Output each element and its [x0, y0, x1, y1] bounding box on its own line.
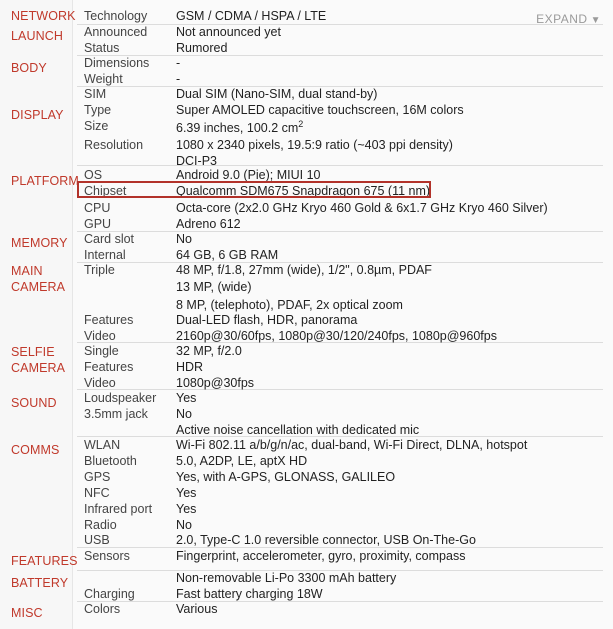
category-main-camera-line2[interactable]: CAMERA [11, 280, 66, 294]
category-battery[interactable]: BATTERY [11, 576, 69, 590]
spec-value-sim: Dual SIM (Nano-SIM, dual stand-by) [176, 87, 378, 101]
spec-value-usb: 2.0, Type-C 1.0 reversible connector, USB On-The-Go [176, 533, 476, 547]
spec-key-announced: Announced [84, 25, 148, 39]
spec-value-wlan: Wi-Fi 802.11 a/b/g/n/ac, dual-band, Wi-Fi Direct, DLNA, hotspot [176, 438, 528, 452]
spec-key-size: Size [84, 119, 109, 133]
category-selfie-camera-line2[interactable]: CAMERA [11, 361, 66, 375]
spec-value-card-slot: No [176, 232, 192, 246]
spec-key-loudspeaker: Loudspeaker [84, 391, 157, 405]
spec-value-technology: GSM / CDMA / HSPA / LTE [176, 9, 327, 23]
separator [77, 547, 603, 548]
spec-key-triple: Triple [84, 263, 115, 277]
spec-key-card-slot: Card slot [84, 232, 135, 246]
category-memory[interactable]: MEMORY [11, 236, 68, 250]
spec-value-chipset: Qualcomm SDM675 Snapdragon 675 (11 nm) [176, 184, 431, 198]
spec-value-os: Android 9.0 (Pie); MIUI 10 [176, 168, 321, 182]
spec-key-colors: Colors [84, 602, 121, 616]
spec-value-type: Super AMOLED capacitive touchscreen, 16M colors [176, 103, 464, 117]
chevron-down-icon: ▼ [590, 15, 601, 26]
spec-value-triple: 48 MP, f/1.8, 27mm (wide), 1/2", 0.8µm, PDAF [176, 263, 432, 277]
spec-key-main-video: Video [84, 329, 116, 343]
category-sound[interactable]: SOUND [11, 396, 57, 410]
spec-value-resolution-extra: DCI-P3 [176, 154, 217, 168]
expand-label: EXPAND [536, 12, 588, 26]
spec-key-sensors: Sensors [84, 549, 130, 563]
category-selfie-camera-line1[interactable]: SELFIE [11, 345, 55, 359]
category-body[interactable]: BODY [11, 61, 47, 75]
separator [77, 601, 603, 602]
spec-value-sensors: Fingerprint, accelerometer, gyro, proximity, compass [176, 549, 466, 563]
spec-key-internal: Internal [84, 248, 126, 262]
spec-value-noise-cancellation: Active noise cancellation with dedicated mic [176, 423, 420, 437]
separator [77, 231, 603, 232]
spec-value-cpu: Octa-core (2x2.0 GHz Kryo 460 Gold & 6x1.7 GHz Kryo 460 Silver) [176, 201, 548, 215]
spec-value-radio: No [176, 518, 192, 532]
spec-value-single: 32 MP, f/2.0 [176, 344, 242, 358]
spec-value-main-features: Dual-LED flash, HDR, panorama [176, 313, 358, 327]
separator [77, 389, 603, 390]
spec-key-wlan: WLAN [84, 438, 121, 452]
spec-key-chipset: Chipset [84, 184, 127, 198]
category-launch[interactable]: LAUNCH [11, 29, 63, 43]
size-text: 6.39 inches, 100.2 cm [176, 121, 299, 136]
spec-value-status: Rumored [176, 41, 228, 55]
spec-key-gps: GPS [84, 470, 111, 484]
spec-value-loudspeaker: Yes [176, 391, 197, 405]
spec-value-colors: Various [176, 602, 218, 616]
spec-value-announced: Not announced yet [176, 25, 281, 39]
spec-key-single: Single [84, 344, 119, 358]
spec-value-resolution: 1080 x 2340 pixels, 19.5:9 ratio (~403 ppi density) [176, 138, 453, 152]
spec-key-type: Type [84, 103, 112, 117]
spec-key-dimensions: Dimensions [84, 56, 150, 70]
category-network[interactable]: NETWORK [11, 9, 76, 23]
spec-key-technology: Technology [84, 9, 148, 23]
spec-key-weight: Weight [84, 72, 123, 86]
spec-value-size [176, 119, 303, 135]
separator [77, 55, 603, 56]
category-column [0, 0, 73, 629]
category-platform[interactable]: PLATFORM [11, 174, 79, 188]
chipset-highlight-box [77, 181, 431, 198]
spec-key-infrared: Infrared port [84, 502, 153, 516]
spec-key-radio: Radio [84, 518, 117, 532]
spec-value-jack: No [176, 407, 192, 421]
spec-key-gpu: GPU [84, 217, 112, 231]
spec-key-jack: 3.5mm jack [84, 407, 148, 421]
spec-value-weight: - [176, 72, 181, 86]
spec-value-gpu: Adreno 612 [176, 217, 241, 231]
spec-key-nfc: NFC [84, 486, 110, 500]
spec-key-charging: Charging [84, 587, 135, 601]
spec-key-sim: SIM [84, 87, 107, 101]
spec-key-os: OS [84, 168, 103, 182]
spec-value-infrared: Yes [176, 502, 197, 516]
spec-key-selfie-video: Video [84, 376, 116, 390]
size-superscript: 2 [298, 119, 304, 129]
category-display[interactable]: DISPLAY [11, 108, 64, 122]
spec-value-gps: Yes, with A-GPS, GLONASS, GALILEO [176, 470, 396, 484]
separator [77, 165, 603, 166]
separator [77, 24, 603, 25]
spec-value-internal: 64 GB, 6 GB RAM [176, 248, 279, 262]
spec-key-resolution: Resolution [84, 138, 144, 152]
spec-value-triple-3: 8 MP, (telephoto), PDAF, 2x optical zoom [176, 298, 403, 312]
spec-value-battery-type: Non-removable Li-Po 3300 mAh battery [176, 571, 397, 585]
spec-key-status: Status [84, 41, 120, 55]
category-main-camera-line1[interactable]: MAIN [11, 264, 43, 278]
spec-key-selfie-features: Features [84, 360, 134, 374]
spec-key-usb: USB [84, 533, 110, 547]
spec-value-bluetooth: 5.0, A2DP, LE, aptX HD [176, 454, 308, 468]
spec-value-selfie-video: 1080p@30fps [176, 376, 255, 390]
spec-value-triple-2: 13 MP, (wide) [176, 280, 252, 294]
category-misc[interactable]: MISC [11, 606, 43, 620]
spec-value-charging: Fast battery charging 18W [176, 587, 323, 601]
category-features[interactable]: FEATURES [11, 554, 78, 568]
spec-value-nfc: Yes [176, 486, 197, 500]
spec-key-bluetooth: Bluetooth [84, 454, 137, 468]
category-comms[interactable]: COMMS [11, 443, 60, 457]
spec-value-selfie-features: HDR [176, 360, 204, 374]
spec-value-dimensions: - [176, 56, 181, 70]
spec-value-main-video: 2160p@30/60fps, 1080p@30/120/240fps, 1080p@960fps [176, 329, 497, 343]
spec-key-cpu: CPU [84, 201, 111, 215]
spec-key-main-features: Features [84, 313, 134, 327]
